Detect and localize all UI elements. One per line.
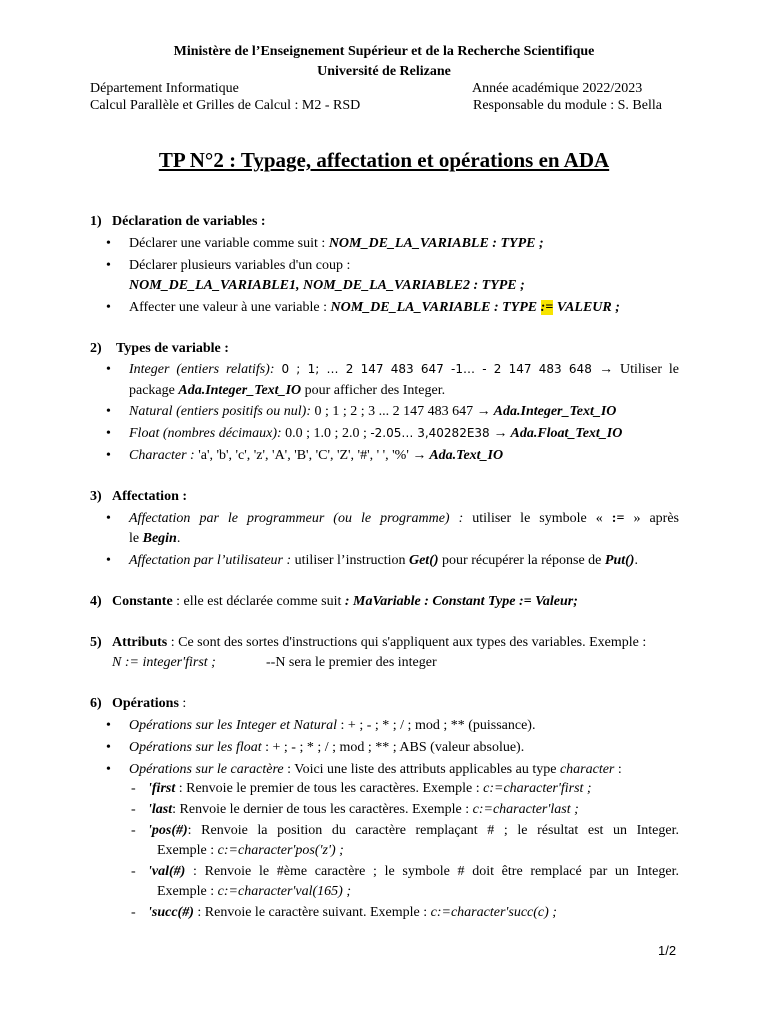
- integer-range: 0 ; 1; … 2 147 483 647 -1… - 2 147 483 648: [281, 362, 600, 376]
- dash-icon: -: [131, 802, 136, 817]
- department: Département Informatique: [90, 81, 239, 96]
- s4-text: : elle est déclarée comme suit: [172, 594, 345, 609]
- s4-code: : MaVariable : Constant Type := Valeur;: [344, 594, 578, 609]
- dash-icon: -: [131, 905, 136, 920]
- s5-example-code: N := integer'first ;: [112, 655, 216, 670]
- s6-bullet-2: [129, 740, 524, 756]
- s1-b2-code: NOM_DE_LA_VARIABLE1, NOM_DE_LA_VARIABLE2 : TYPE ;: [129, 278, 525, 293]
- dash-icon: -: [131, 864, 136, 879]
- bullet-icon: •: [106, 362, 111, 377]
- section-title: Constante: [112, 594, 173, 609]
- s3-b2-text-b: pour récupérer la réponse de: [438, 553, 605, 568]
- s2-natural-line: [129, 404, 616, 420]
- university-line: Université de Relizane: [317, 64, 451, 79]
- module-name: Calcul Parallèle et Grilles de Calcul : M2 - RSD: [90, 98, 361, 113]
- s3-b1-line2-c: .: [176, 531, 181, 546]
- ministry-line: Ministère de l’Enseignement Supérieur et de la Recherche Scientifique: [173, 44, 595, 59]
- section-title: Affectation :: [112, 489, 188, 504]
- s1-b1-text: Déclarer une variable comme suit :: [129, 236, 329, 251]
- attr-succ-example: c:=character'succ(c) ;: [430, 905, 557, 920]
- s3-b1-symbol: :=: [611, 511, 625, 526]
- s1-b3-code-b: VALEUR ;: [553, 300, 620, 315]
- s3-b2-text-a: utiliser l’instruction: [294, 553, 409, 568]
- section-number: 1): [90, 214, 102, 229]
- arrow-icon: →: [412, 448, 427, 463]
- character-label: Character :: [129, 448, 199, 463]
- arrow-icon: →: [493, 426, 508, 441]
- attr-val: [148, 864, 679, 880]
- natural-range: 0 ; 1 ; 2 ; 3 ... 2 147 483 647: [314, 404, 477, 419]
- bullet-icon: •: [106, 553, 111, 568]
- attr-pos-example-line: [157, 843, 344, 859]
- attr-val-name: 'val(#): [148, 864, 186, 879]
- section-1-heading: [90, 214, 266, 230]
- float-range-b: -2.05… 3,40282E38: [370, 426, 494, 440]
- s2-integer-line: [129, 362, 679, 378]
- s3-b1-line2-a: le: [129, 531, 143, 546]
- attr-last-example: c:=character'last ;: [472, 802, 579, 817]
- section-2-heading: [90, 341, 229, 357]
- attr-pos-example: c:=character'pos('z') ;: [217, 843, 344, 858]
- attr-val-example: c:=character'val(165) ;: [217, 884, 351, 899]
- module-responsible: Responsable du module : S. Bella: [473, 98, 662, 113]
- attr-succ-text: : Renvoie le caractère suivant. Exemple :: [193, 905, 431, 920]
- s5-text: : Ce sont des sortes d'instructions qui s'appliquent aux types des variables. Exemple :: [167, 635, 647, 650]
- get-function: Get(): [408, 553, 439, 568]
- section-title: Types de variable :: [116, 341, 229, 356]
- s6-b3-text-b: :: [614, 762, 622, 777]
- bullet-icon: •: [106, 740, 111, 755]
- page-title: TP N°2 : Typage, affectation et opérations en ADA: [158, 148, 610, 172]
- s3-bullet-1: [129, 511, 679, 527]
- attr-first: [148, 781, 592, 797]
- character-package: Ada.Text_IO: [426, 448, 504, 463]
- begin-keyword: Begin: [142, 531, 177, 546]
- academic-year: Année académique 2022/2023: [472, 81, 643, 96]
- s1-b3-code-a: NOM_DE_LA_VARIABLE : TYPE: [330, 300, 541, 315]
- bullet-icon: •: [106, 718, 111, 733]
- section-number: 6): [90, 696, 102, 711]
- section-number: 2): [90, 341, 102, 356]
- arrow-icon: →: [599, 362, 614, 377]
- attr-last-name: 'last: [148, 802, 173, 817]
- s3-b1-text-end: » après: [624, 511, 679, 526]
- float-label: Float (nombres décimaux):: [129, 426, 286, 441]
- dash-icon: -: [131, 823, 136, 838]
- attr-first-text: : Renvoie le premier de tous les caractères. Exemple :: [175, 781, 484, 796]
- bullet-icon: •: [106, 426, 111, 441]
- section-3-heading: [90, 489, 187, 505]
- integer-desc: pour afficher des Integer.: [301, 383, 446, 398]
- s1-b2-text: Déclarer plusieurs variables d'un coup :: [129, 258, 351, 273]
- attr-succ: [148, 905, 557, 921]
- section-6-heading: [90, 696, 186, 712]
- s6-b2-label: Opérations sur les float: [129, 740, 262, 755]
- s3-b2-end: .: [634, 553, 638, 568]
- page-number: 1/2: [658, 943, 677, 958]
- s3-b2-label: Affectation par l’utilisateur :: [129, 553, 295, 568]
- s6-b1-text: : + ; - ; * ; / ; mod ; ** (puissance).: [337, 718, 536, 733]
- natural-package: Ada.Integer_Text_IO: [490, 404, 617, 419]
- s3-b1-line2: [129, 531, 180, 547]
- bullet-icon: •: [106, 300, 111, 315]
- s2-integer-line2: [129, 383, 445, 399]
- section-colon: :: [178, 696, 187, 711]
- s1-bullet-1: [129, 236, 544, 252]
- dash-icon: -: [131, 781, 136, 796]
- s3-b1-label: Affectation par le programmeur (ou le programme) :: [129, 511, 464, 526]
- natural-label: Natural (entiers positifs ou nul):: [129, 404, 315, 419]
- s1-b1-code: NOM_DE_LA_VARIABLE : TYPE ;: [328, 236, 544, 251]
- attr-pos: [148, 823, 679, 839]
- example-label: Exemple :: [157, 843, 218, 858]
- attr-pos-text: : Renvoie la position du caractère remplaçant # ; le résultat est un Integer.: [187, 823, 679, 838]
- attr-first-name: 'first: [148, 781, 176, 796]
- s2-character-line: [129, 448, 503, 464]
- bullet-icon: •: [106, 448, 111, 463]
- s6-b3-type: character: [559, 762, 615, 777]
- s6-b1-label: Opérations sur les Integer et Natural: [129, 718, 338, 733]
- section-number: 4): [90, 594, 102, 609]
- put-function: Put(): [604, 553, 635, 568]
- attr-succ-name: 'succ(#): [148, 905, 194, 920]
- s1-bullet-3: [129, 300, 620, 316]
- s1-b3-text: Affecter une valeur à une variable :: [129, 300, 331, 315]
- section-title: Opérations: [112, 696, 179, 711]
- attr-last: [148, 802, 579, 818]
- example-label: Exemple :: [157, 884, 218, 899]
- section-5: [90, 635, 646, 651]
- section-4: [90, 594, 578, 610]
- arrow-icon: →: [476, 404, 491, 419]
- attr-first-example: c:=character'first ;: [483, 781, 592, 796]
- float-range-a: 0.0 ; 1.0 ; 2.0 ;: [285, 426, 371, 441]
- s5-example-comment: --N sera le premier des integer: [266, 655, 437, 670]
- float-package: Ada.Float_Text_IO: [507, 426, 623, 441]
- bullet-icon: •: [106, 762, 111, 777]
- attr-pos-name: 'pos(#): [148, 823, 188, 838]
- attr-last-text: : Renvoie le dernier de tous les caractères. Exemple :: [172, 802, 473, 817]
- s2-float-line: [129, 426, 622, 442]
- package-word: package: [129, 383, 179, 398]
- assign-symbol-highlight: :=: [540, 300, 554, 315]
- s6-b2-text: : + ; - ; * ; / ; mod ; ** ; ABS (valeur absolue).: [261, 740, 525, 755]
- section-title: Attributs: [112, 635, 168, 650]
- integer-after: Utiliser le: [613, 362, 679, 377]
- bullet-icon: •: [106, 404, 111, 419]
- section-title: Déclaration de variables :: [112, 214, 266, 229]
- attr-val-example-line: [157, 884, 351, 900]
- section-number: 3): [90, 489, 102, 504]
- s3-b1-text: utiliser le symbole «: [463, 511, 612, 526]
- attr-val-text: : Renvoie le #ème caractère ; le symbole # doit être remplacé par un Integer.: [185, 864, 679, 879]
- s6-bullet-1: [129, 718, 535, 734]
- integer-label: Integer (entiers relatifs):: [129, 362, 282, 377]
- section-number: 5): [90, 635, 102, 650]
- integer-package: Ada.Integer_Text_IO: [178, 383, 302, 398]
- character-values: 'a', 'b', 'c', 'z', 'A', 'B', 'C', 'Z', '#', ' ', '%': [198, 448, 413, 463]
- bullet-icon: •: [106, 236, 111, 251]
- s6-bullet-3: [129, 762, 622, 778]
- bullet-icon: •: [106, 511, 111, 526]
- s6-b3-text-a: : Voici une liste des attributs applicables au type: [283, 762, 560, 777]
- s3-bullet-2: [129, 553, 638, 569]
- bullet-icon: •: [106, 258, 111, 273]
- s6-b3-label: Opérations sur le caractère: [129, 762, 284, 777]
